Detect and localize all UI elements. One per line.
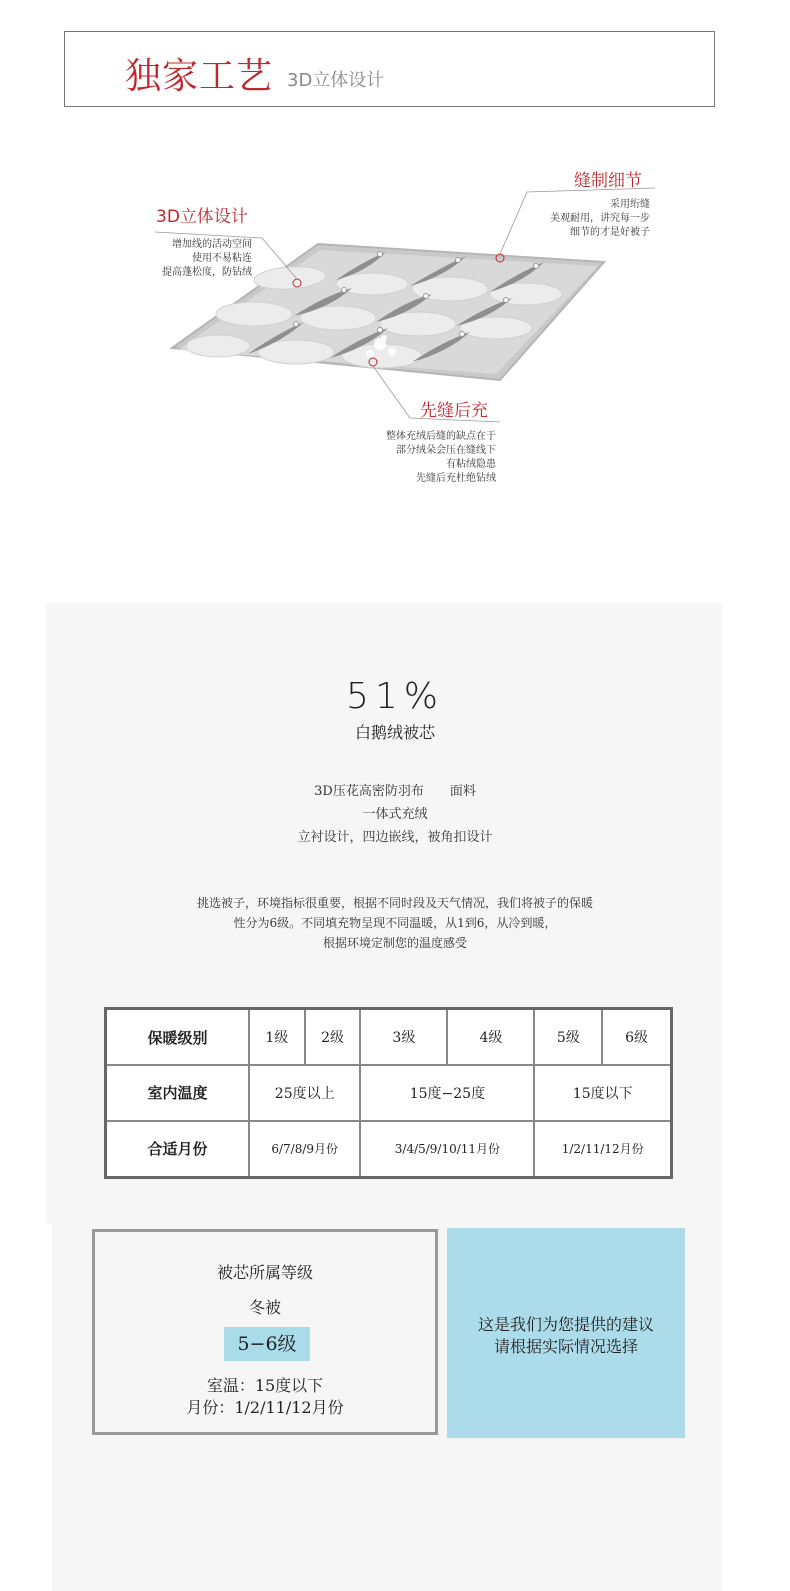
callout-right-title: 缝制细节 — [574, 171, 642, 191]
temperature-cell: 25度以上 — [249, 1065, 360, 1121]
quilt-type: 冬被 — [248, 1298, 281, 1317]
callout-left-title: 3D立体设计 — [156, 207, 248, 227]
row-head-months: 合适月份 — [106, 1121, 250, 1178]
level-cell: 5级 — [534, 1009, 602, 1066]
section-header — [64, 31, 715, 107]
feature-list — [0, 780, 790, 849]
grade-badge: 5−6级 — [224, 1327, 310, 1361]
callout-bottom-text: 整体充绒后缝的缺点在于 部分绒朵会压在缝线下 有粘绒隐患 先缝后充杜绝钻绒 — [386, 431, 496, 484]
months-cell: 3/4/5/9/10/11月份 — [360, 1121, 534, 1178]
level-cell: 4级 — [447, 1009, 534, 1066]
months-cell: 1/2/11/12月份 — [534, 1121, 671, 1178]
table-row — [106, 1065, 672, 1121]
level-cell: 3级 — [360, 1009, 447, 1066]
intro-line-2: 性分为6级。不同填充物呈现不同温暖，从1到6，从冷到暖， — [233, 916, 557, 930]
table-row — [106, 1009, 672, 1066]
grade-box — [92, 1229, 438, 1435]
callout-left-text: 增加线的活动空间 使用不易粘连 提高蓬松度，防钻绒 — [162, 239, 252, 278]
intro-line-1: 挑选被子，环境指标很重要，根据不同时段及天气情况，我们将被子的保暖 — [196, 896, 593, 910]
feature-filling: 一体式充绒 — [362, 807, 428, 822]
level-cell: 6级 — [602, 1009, 671, 1066]
warmth-intro — [0, 893, 790, 953]
quilt-diagram — [0, 150, 790, 510]
warmth-level-table — [104, 1007, 673, 1179]
level-cell: 1级 — [249, 1009, 305, 1066]
advice-text: 这是我们为您提供的建议 请根据实际情况选择 — [477, 1315, 654, 1356]
feature-fabric: 3D压花高密防羽布 面料 — [314, 784, 476, 799]
callout-bottom-title: 先缝后充 — [420, 401, 488, 421]
intro-line-3: 根据环境定制您的温度感受 — [322, 936, 467, 950]
header-subtitle: 3D立体设计 — [287, 70, 385, 91]
level-cell: 2级 — [305, 1009, 361, 1066]
header-title: 独家工艺 — [125, 56, 274, 97]
filling-name: 白鹅绒被芯 — [354, 723, 435, 742]
row-head-temperature: 室内温度 — [106, 1065, 250, 1121]
advice-box — [447, 1228, 685, 1438]
feature-design: 立衬设计，四边嵌线，被角扣设计 — [297, 830, 493, 845]
grade-detail: 室温：15度以下 月份：1/2/11/12月份 — [186, 1376, 344, 1417]
temperature-cell: 15度−25度 — [360, 1065, 534, 1121]
temperature-cell: 15度以下 — [534, 1065, 671, 1121]
table-row — [106, 1121, 672, 1178]
months-cell: 6/7/8/9月份 — [249, 1121, 360, 1178]
grade-label: 被芯所属等级 — [216, 1263, 313, 1282]
callout-right-text: 采用绗缝 美观耐用，讲究每一步 细节的才是好被子 — [550, 199, 650, 238]
row-head-level: 保暖级别 — [106, 1009, 250, 1066]
down-percentage: 51% — [345, 676, 444, 717]
